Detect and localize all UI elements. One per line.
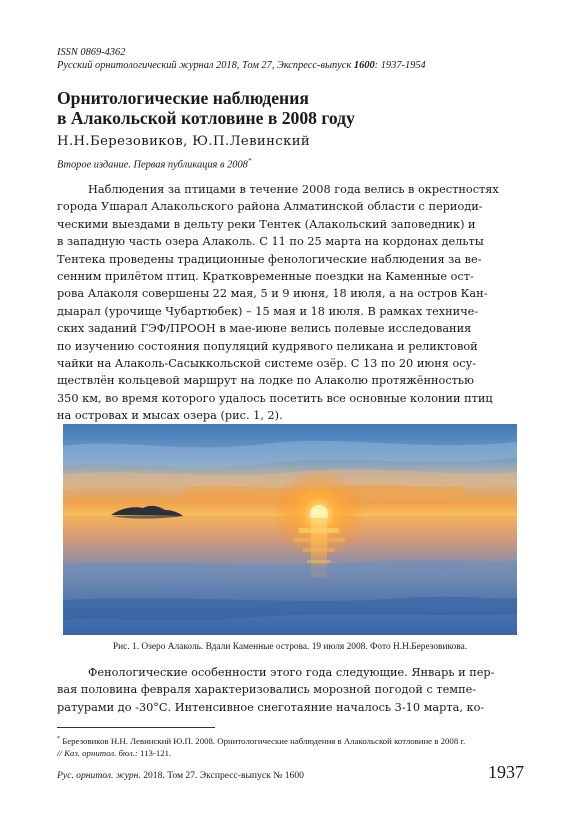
- footer-journal: Рус. орнитол. журн.: [57, 770, 141, 781]
- sunset-lake-photo: [63, 424, 517, 635]
- text-line: сенним прилётом птиц. Кратковременные поездки на Каменные ост-: [57, 270, 474, 284]
- body-paragraph-2: [57, 664, 523, 716]
- authors: Н.Н.Березовиков, Ю.П.Левинский: [57, 134, 311, 149]
- page-footer: [57, 770, 304, 781]
- edition-text: Второе издание. Первая публикация в 2008: [57, 159, 248, 171]
- title-line-1: Орнитологические наблюдения: [57, 88, 309, 108]
- issn: ISSN 0869-4362: [57, 47, 126, 58]
- text-line: Наблюдения за птицами в течение 2008 года велись в окрестностях: [88, 183, 499, 196]
- text-line: 350 км, во время которого удалось посетить все основные колонии птиц: [57, 391, 493, 405]
- edition-note: [57, 157, 251, 170]
- text-line: дыарал (урочище Чубартюбек) – 15 мая и 18 июля. В рамках техниче-: [57, 304, 479, 318]
- text-line: Фенологические особенности этого года следующие. Январь и пер-: [88, 666, 495, 679]
- footnote-marker: *: [247, 157, 252, 165]
- article-title: [57, 88, 527, 128]
- text-line: ских заданий ГЭФ/ПРООН в мае-июне велись полевые исследования: [57, 322, 472, 336]
- page-number: 1937: [488, 762, 524, 782]
- journal-citation: [57, 59, 527, 72]
- text-line: по изучению состояния популяций кудрявого пеликана и реликтовой: [57, 339, 478, 353]
- figure-caption: Рис. 1. Озеро Алаколь. Вдали Каменные острова. 19 июля 2008. Фото Н.Н.Березовикова.: [112, 642, 468, 652]
- text-line: на островах и мысах озера (рис. 1, 2).: [57, 409, 283, 423]
- text-line: рова Алаколя совершены 22 мая, 5 и 9 июня, 18 июля, а на остров Кан-: [57, 287, 488, 301]
- text-line: в западную часть озера Алаколь. С 11 по 25 марта на кордонах дельты: [57, 235, 484, 249]
- running-header: [57, 46, 527, 72]
- body-paragraph-1: [57, 181, 523, 425]
- footnote-divider: [57, 727, 215, 728]
- text-line: ществлён кольцевой маршрут на лодке по Алаколю протяжённостью: [57, 374, 474, 388]
- page-range: : 1937-1954: [374, 60, 426, 71]
- issue-number: 1600: [353, 60, 375, 71]
- footnote-line-2: [57, 747, 527, 759]
- text-line: чайки на Алаколь-Сасыккольской системе озёр. С 13 по 20 июня осу-: [57, 357, 477, 371]
- journal-name: Русский орнитологический журнал 2018, Том 27, Экспресс-выпуск: [57, 60, 352, 71]
- footnote-text: Березовиков Н.Н. Левинский Ю.П. 2008. Орнитологические наблюдения в Алакольской котловине в 2008 г.: [62, 735, 466, 746]
- text-line: Тентека проведены традиционные фенологические наблюдения за ве-: [57, 252, 482, 266]
- text-line: ратурами до -30°С. Интенсивное снеготаяние началось 3-10 марта, ко-: [57, 700, 485, 714]
- footnote-source: // Каз. орнитол. бюл.:: [57, 747, 138, 758]
- footnote-pages: 113-121.: [137, 747, 172, 758]
- text-line: вая половина февраля характеризовались морозной погодой с темпе-: [57, 683, 477, 697]
- text-line: города Ушарал Алакольского района Алматинской области с периоди-: [57, 200, 483, 214]
- title-line-2: в Алакольской котловине в 2008 году: [57, 108, 355, 128]
- footnote: [57, 733, 527, 759]
- footnote-mark: *: [57, 736, 60, 742]
- footer-issue: 2018. Том 27. Экспресс-выпуск № 1600: [140, 770, 304, 781]
- footnote-line-1: [57, 733, 527, 747]
- text-line: ческими выездами в дельту реки Тентек (Алакольский заповедник) и: [57, 217, 476, 231]
